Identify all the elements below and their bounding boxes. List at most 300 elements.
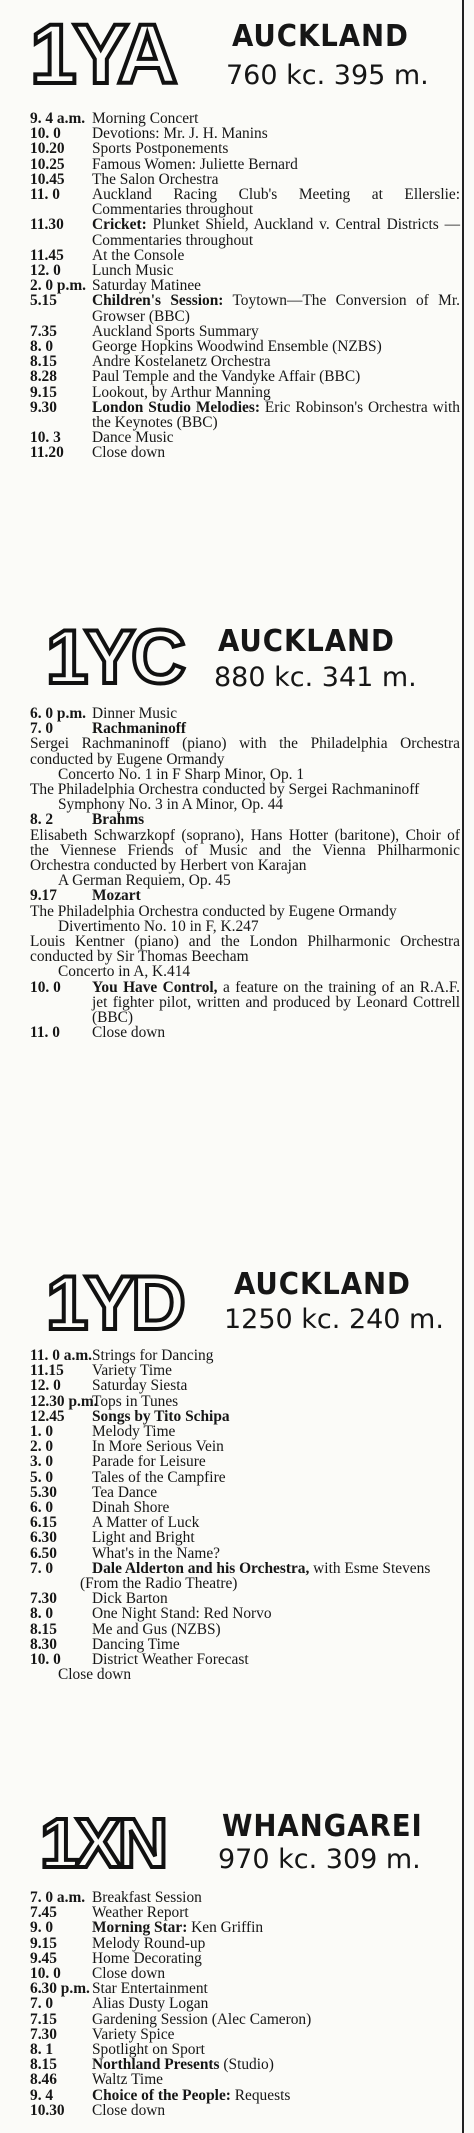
- schedule-row: [30, 934, 460, 964]
- program-text: Close down: [92, 2101, 166, 2119]
- program-text: Famous Women: Juliette Bernard: [92, 155, 298, 173]
- program-time: 8. 0: [30, 1605, 54, 1623]
- schedule-row: [30, 369, 460, 384]
- schedule-row: [30, 172, 460, 187]
- program-time: 6.30 p.m.: [30, 1980, 90, 1998]
- schedule-row: [30, 1025, 460, 1040]
- schedule-row: [30, 1576, 460, 1591]
- program-text: Close down: [92, 444, 166, 462]
- schedule-row: [30, 1966, 460, 1981]
- schedule-row: [30, 1652, 460, 1667]
- program-text: Symphony No. 3 in A Minor, Op. 44: [58, 796, 284, 814]
- program-description: [30, 904, 460, 919]
- program-time: 7. 0: [30, 720, 54, 738]
- schedule-row: [30, 1378, 460, 1393]
- program-description: [92, 1622, 460, 1637]
- schedule-row: [30, 919, 460, 934]
- program-description: [92, 1454, 460, 1469]
- program-time: 5. 0: [30, 1468, 54, 1486]
- schedule-row: [30, 1348, 460, 1363]
- schedule-row: [30, 1606, 460, 1621]
- station-frequency: 760 kc. 395 m.: [226, 60, 429, 91]
- program-text: Strings for Dancing: [92, 1347, 214, 1364]
- program-highlight: Northland Presents: [92, 2056, 220, 2074]
- program-description: [92, 400, 460, 430]
- program-time: 9.15: [30, 1934, 57, 1952]
- program-time: 11.45: [30, 246, 64, 264]
- program-text: At the Console: [92, 246, 185, 264]
- program-description: [30, 828, 460, 874]
- program-time: 7. 0 a.m.: [30, 1889, 86, 1906]
- schedule-row: [30, 400, 460, 430]
- schedule-row: [30, 1546, 460, 1561]
- station-frequency: 880 kc. 341 m.: [214, 662, 417, 693]
- program-time: 7.45: [30, 1904, 57, 1922]
- program-description: [92, 1652, 460, 1667]
- schedule-row: [30, 263, 460, 278]
- program-highlight: Morning Star:: [92, 1919, 188, 1937]
- schedule-row: [30, 2103, 460, 2118]
- schedule-list: [30, 1348, 460, 1682]
- schedule-row: [30, 1561, 460, 1576]
- program-description: [92, 2072, 460, 2087]
- program-time: 12. 0: [30, 1377, 61, 1395]
- program-description: [92, 1378, 460, 1393]
- schedule-row: [30, 1591, 460, 1606]
- schedule-row: [30, 354, 460, 369]
- program-description: [92, 1409, 460, 1424]
- program-description: [92, 706, 460, 721]
- program-description: [92, 1890, 460, 1905]
- program-time: 7. 0: [30, 1559, 54, 1577]
- program-time: 10.25: [30, 155, 65, 173]
- program-text: Dance Music: [92, 429, 174, 447]
- program-description: [30, 964, 460, 979]
- program-time: 11. 0: [30, 186, 60, 204]
- program-description: [30, 797, 460, 812]
- program-text: (Studio): [219, 2056, 274, 2074]
- program-description: [92, 1515, 460, 1530]
- program-text: The Philadelphia Orchestra conducted by Eugene Ormandy: [30, 902, 397, 920]
- program-text: Lookout, by Arthur Manning: [92, 383, 271, 401]
- program-text: Tea Dance: [92, 1483, 158, 1501]
- station-call-sign: 1YC: [46, 615, 182, 700]
- program-time: 11.20: [30, 444, 64, 462]
- program-time: 8.30: [30, 1635, 57, 1653]
- program-time: 10. 0: [30, 1651, 61, 1669]
- schedule-row: [30, 157, 460, 172]
- program-description: [92, 385, 460, 400]
- program-text: Eric Robinson's Orchestra with the Keynotes (BBC): [92, 398, 460, 432]
- schedule-row: [30, 430, 460, 445]
- program-description: [92, 1363, 460, 1378]
- program-description: [92, 1470, 460, 1485]
- program-time: 10.45: [30, 170, 65, 188]
- program-time: 9.45: [30, 1949, 57, 1967]
- program-time: 10. 0: [30, 1965, 61, 1983]
- schedule-row: [30, 126, 460, 141]
- schedule-row: [30, 888, 460, 903]
- schedule-row: [30, 812, 460, 827]
- program-text: with Esme Stevens: [309, 1559, 431, 1577]
- schedule-row: [30, 2088, 460, 2103]
- schedule-row: [30, 1454, 460, 1469]
- program-text: Morning Concert: [92, 110, 199, 127]
- program-text: Close down: [58, 1666, 132, 1684]
- program-description: [92, 111, 460, 126]
- program-time: 12. 0: [30, 262, 61, 280]
- schedule-row: [30, 324, 460, 339]
- program-text: Waltz Time: [92, 2071, 164, 2089]
- program-time: 10.20: [30, 140, 65, 158]
- schedule-row: [30, 1500, 460, 1515]
- schedule-row: [30, 1981, 460, 1996]
- schedule-row: [30, 2057, 460, 2072]
- schedule-row: [30, 1409, 460, 1424]
- program-time: 9.17: [30, 887, 57, 905]
- schedule-row: [30, 1515, 460, 1530]
- program-description: [30, 1576, 460, 1591]
- program-description: [30, 736, 460, 766]
- schedule-row: [30, 217, 460, 247]
- schedule-row: [30, 141, 460, 156]
- program-text: Light and Bright: [92, 1529, 195, 1547]
- program-description: [92, 354, 460, 369]
- program-time: 3. 0: [30, 1453, 54, 1471]
- program-description: [92, 278, 460, 293]
- program-description: [92, 141, 460, 156]
- program-time: 7.30: [30, 2025, 57, 2043]
- program-text: Concerto No. 1 in F Sharp Minor, Op. 1: [58, 765, 305, 783]
- program-time: 8. 1: [30, 2041, 54, 2059]
- program-time: 7. 0: [30, 1995, 54, 2013]
- program-description: [92, 217, 460, 247]
- program-text: Plunket Shield, Auckland v. Central Districts — Commentaries throughout: [92, 216, 460, 249]
- schedule-list: [30, 706, 460, 1040]
- program-time: 7.35: [30, 322, 57, 340]
- program-description: [92, 1485, 460, 1500]
- program-text: In More Serious Vein: [92, 1438, 224, 1456]
- program-description: [92, 369, 460, 384]
- program-description: [92, 1981, 460, 1996]
- program-text: Andre Kostelanetz Orchestra: [92, 353, 271, 371]
- program-description: [92, 1951, 460, 1966]
- schedule-row: [30, 2042, 460, 2057]
- schedule-row: [30, 828, 460, 874]
- program-time: 2. 0 p.m.: [30, 277, 87, 295]
- schedule-row: [30, 293, 460, 323]
- program-description: [92, 2042, 460, 2057]
- program-text: Breakfast Session: [92, 1889, 202, 1906]
- program-description: [92, 172, 460, 187]
- program-text: Alias Dusty Logan: [92, 1995, 209, 2013]
- program-text: Divertimento No. 10 in F, K.247: [58, 917, 259, 935]
- program-description: [92, 157, 460, 172]
- schedule-row: [30, 1394, 460, 1409]
- program-description: [92, 1530, 460, 1545]
- program-text: A Matter of Luck: [92, 1514, 200, 1532]
- program-text: Requests: [230, 2086, 291, 2104]
- program-highlight: Mozart: [92, 887, 141, 905]
- program-time: 9. 4 a.m.: [30, 110, 86, 127]
- schedule-row: [30, 1905, 460, 1920]
- program-text: Melody Round-up: [92, 1934, 206, 1952]
- schedule-row: [30, 2027, 460, 2042]
- program-text: A German Requiem, Op. 45: [58, 872, 231, 890]
- program-text: District Weather Forecast: [92, 1651, 249, 1669]
- program-text: Saturday Matinee: [92, 277, 201, 295]
- program-time: 8.46: [30, 2071, 57, 2089]
- program-description: [92, 1996, 460, 2011]
- program-highlight: Songs by Tito Schipa: [92, 1407, 230, 1425]
- schedule-row: [30, 873, 460, 888]
- schedule-list: [30, 1890, 460, 2118]
- program-text: a feature on the training of an R.A.F. jet fighter pilot, written and produced by Leonard Cottrell (BBC): [92, 978, 460, 1027]
- program-highlight: Dale Alderton and his Orchestra,: [92, 1559, 310, 1577]
- program-description: [92, 187, 460, 217]
- program-time: 7.30: [30, 1590, 57, 1608]
- schedule-row: [30, 445, 460, 460]
- program-text: George Hopkins Woodwind Ensemble (NZBS): [92, 338, 382, 356]
- program-text: One Night Stand: Red Norvo: [92, 1605, 272, 1623]
- program-highlight: Rachmaninoff: [92, 720, 187, 738]
- program-text: Weather Report: [92, 1904, 189, 1922]
- schedule-row: [30, 111, 460, 126]
- program-time: 11.15: [30, 1362, 64, 1380]
- station-city: AUCKLAND: [234, 1267, 411, 1302]
- program-text: Toytown—The Conversion of Mr. Growser (BBC): [92, 292, 460, 325]
- schedule-row: [30, 278, 460, 293]
- program-highlight: Brahms: [92, 811, 145, 829]
- schedule-row: [30, 1996, 460, 2011]
- program-description: [92, 324, 460, 339]
- program-text: Close down: [92, 1965, 166, 1983]
- schedule-row: [30, 964, 460, 979]
- program-text: Dinner Music: [92, 705, 178, 722]
- program-description: [92, 445, 460, 460]
- program-text: Dancing Time: [92, 1635, 180, 1653]
- program-description: [30, 767, 460, 782]
- schedule-row: [30, 767, 460, 782]
- program-description: [30, 934, 460, 964]
- station-frequency: 1250 kc. 240 m.: [224, 1304, 444, 1335]
- program-description: [92, 1439, 460, 1454]
- schedule-row: [30, 1424, 460, 1439]
- program-text: Dick Barton: [92, 1590, 168, 1608]
- schedule-row: [30, 980, 460, 1026]
- program-description: [92, 980, 460, 1026]
- schedule-row: [30, 1622, 460, 1637]
- program-description: [30, 919, 460, 934]
- program-time: 8. 0: [30, 338, 54, 356]
- program-text: Home Decorating: [92, 1949, 202, 1967]
- schedule-row: [30, 2072, 460, 2087]
- program-text: Paul Temple and the Vandyke Affair (BBC): [92, 368, 361, 386]
- program-time: 10. 0: [30, 978, 61, 996]
- program-text: Auckland Racing Club's Meeting at Ellerslie: Commentaries throughout: [92, 186, 460, 219]
- program-time: 2. 0: [30, 1438, 54, 1456]
- schedule-row: [30, 797, 460, 812]
- program-text: Louis Kentner (piano) and the London Philharmonic Orchestra conducted by Sir Thomas Beecham: [30, 933, 460, 966]
- program-description: [92, 1905, 460, 1920]
- program-description: [92, 126, 460, 141]
- program-time: 10. 0: [30, 125, 61, 143]
- program-time: 12.30 p.m.: [30, 1392, 98, 1410]
- program-text: Close down: [92, 1024, 166, 1042]
- program-text: Dinah Shore: [92, 1499, 170, 1517]
- station-call-sign: 1XN: [40, 1804, 165, 1882]
- station-call-sign: 1YD: [46, 1261, 182, 1346]
- program-time: 10.30: [30, 2101, 65, 2119]
- program-highlight: Cricket:: [92, 216, 147, 234]
- program-time: 1. 0: [30, 1423, 54, 1441]
- program-text: Variety Time: [92, 1362, 172, 1380]
- schedule-row: [30, 339, 460, 354]
- program-highlight: Choice of the People:: [92, 2086, 231, 2104]
- schedule-row: [30, 721, 460, 736]
- program-time: 6.30: [30, 1529, 57, 1547]
- program-time: 6. 0: [30, 1499, 54, 1517]
- schedule-row: [30, 1470, 460, 1485]
- program-time: 11. 0: [30, 1024, 60, 1042]
- program-description: [92, 263, 460, 278]
- schedule-row: [30, 385, 460, 400]
- program-description: [30, 782, 460, 797]
- program-time: 8.28: [30, 368, 57, 386]
- program-description: [92, 430, 460, 445]
- program-description: [92, 1561, 460, 1576]
- program-description: [92, 2103, 460, 2118]
- program-time: 8.15: [30, 2056, 57, 2074]
- program-description: [92, 2088, 460, 2103]
- program-text: (From the Radio Theatre): [80, 1575, 238, 1593]
- program-text: Auckland Sports Summary: [92, 322, 259, 340]
- program-text: Sports Postponements: [92, 140, 229, 158]
- program-text: Saturday Siesta: [92, 1377, 188, 1395]
- schedule-row: [30, 1637, 460, 1652]
- schedule-row: [30, 1890, 460, 1905]
- program-text: The Salon Orchestra: [92, 170, 219, 188]
- schedule-row: [30, 1920, 460, 1935]
- program-description: [92, 1546, 460, 1561]
- program-text: Variety Spice: [92, 2025, 175, 2043]
- program-text: Devotions: Mr. J. H. Manins: [92, 125, 268, 143]
- program-text: Me and Gus (NZBS): [92, 1620, 221, 1638]
- program-time: 10. 3: [30, 429, 61, 447]
- program-time: 5.15: [30, 292, 57, 310]
- program-time: 9.15: [30, 383, 57, 401]
- program-description: [92, 1025, 460, 1040]
- program-description: [92, 1424, 460, 1439]
- program-highlight: You Have Control,: [92, 978, 218, 996]
- station-call-sign: 1YA: [30, 7, 174, 101]
- schedule-row: [30, 1485, 460, 1500]
- program-text: Tales of the Campfire: [92, 1468, 226, 1486]
- program-time: 5.30: [30, 1483, 57, 1501]
- schedule-row: [30, 1530, 460, 1545]
- program-time: 9.30: [30, 398, 57, 416]
- program-description: [92, 1920, 460, 1935]
- program-description: [92, 293, 460, 323]
- program-highlight: London Studio Melodies:: [92, 398, 260, 416]
- program-text: Lunch Music: [92, 262, 174, 280]
- program-description: [92, 1637, 460, 1652]
- program-highlight: Children's Session:: [92, 292, 224, 310]
- program-description: [30, 873, 460, 888]
- column-rule: [462, 0, 464, 2133]
- schedule-row: [30, 1439, 460, 1454]
- schedule-row: [30, 187, 460, 217]
- station-frequency: 970 kc. 309 m.: [218, 1844, 421, 1875]
- program-time: 7.15: [30, 2010, 57, 2028]
- schedule-row: [30, 1667, 460, 1682]
- schedule-row: [30, 904, 460, 919]
- program-time: 11. 0 a.m.: [30, 1347, 92, 1364]
- program-text: Tops in Tunes: [92, 1392, 179, 1410]
- program-description: [92, 1936, 460, 1951]
- program-text: Star Entertainment: [92, 1980, 208, 1998]
- program-text: The Philadelphia Orchestra conducted by Sergei Rachmaninoff: [30, 781, 420, 799]
- program-text: Concerto in A, K.414: [58, 963, 191, 981]
- program-description: [92, 1966, 460, 1981]
- schedule-row: [30, 706, 460, 721]
- program-time: 6. 0 p.m.: [30, 705, 87, 722]
- program-description: [92, 2027, 460, 2042]
- station-city: AUCKLAND: [218, 624, 395, 659]
- program-description: [92, 1394, 460, 1409]
- schedule-row: [30, 1936, 460, 1951]
- schedule-row: [30, 2012, 460, 2027]
- schedule-row: [30, 782, 460, 797]
- program-time: 8.15: [30, 353, 57, 371]
- program-text: Spotlight on Sport: [92, 2041, 205, 2059]
- schedule-row: [30, 736, 460, 766]
- program-description: [92, 1606, 460, 1621]
- program-description: [92, 721, 460, 736]
- program-description: [92, 888, 460, 903]
- program-time: 9. 4: [30, 2086, 54, 2104]
- program-time: 9. 0: [30, 1919, 54, 1937]
- program-description: [92, 339, 460, 354]
- program-text: Elisabeth Schwarzkopf (soprano), Hans Hotter (baritone), Choir of the Viennese Friends of Music and the Vienna Philharmonic Orchestra conducted by Herbert von Karajan: [30, 826, 460, 875]
- program-description: [92, 248, 460, 263]
- program-description: [92, 1500, 460, 1515]
- program-time: 8.15: [30, 1620, 57, 1638]
- program-time: 8. 2: [30, 811, 54, 829]
- program-time: 11.30: [30, 216, 64, 234]
- schedule-list: [30, 111, 460, 461]
- program-description: [30, 1667, 460, 1682]
- program-text: What's in the Name?: [92, 1544, 220, 1562]
- program-time: 6.50: [30, 1544, 57, 1562]
- schedule-row: [30, 248, 460, 263]
- program-text: Melody Time: [92, 1423, 176, 1441]
- program-description: [92, 2012, 460, 2027]
- program-text: Sergei Rachmaninoff (piano) with the Philadelphia Orchestra conducted by Eugene Ormandy: [30, 735, 460, 768]
- program-time: 12.45: [30, 1407, 65, 1425]
- schedule-row: [30, 1363, 460, 1378]
- station-city: AUCKLAND: [232, 19, 409, 54]
- program-description: [92, 1348, 460, 1363]
- station-city: WHANGAREI: [222, 1809, 423, 1844]
- program-description: [92, 1591, 460, 1606]
- program-time: 6.15: [30, 1514, 57, 1532]
- program-text: Gardening Session (Alec Cameron): [92, 2010, 312, 2028]
- schedule-row: [30, 1951, 460, 1966]
- program-text: Parade for Leisure: [92, 1453, 206, 1471]
- program-description: [92, 812, 460, 827]
- program-text: Ken Griffin: [187, 1919, 264, 1937]
